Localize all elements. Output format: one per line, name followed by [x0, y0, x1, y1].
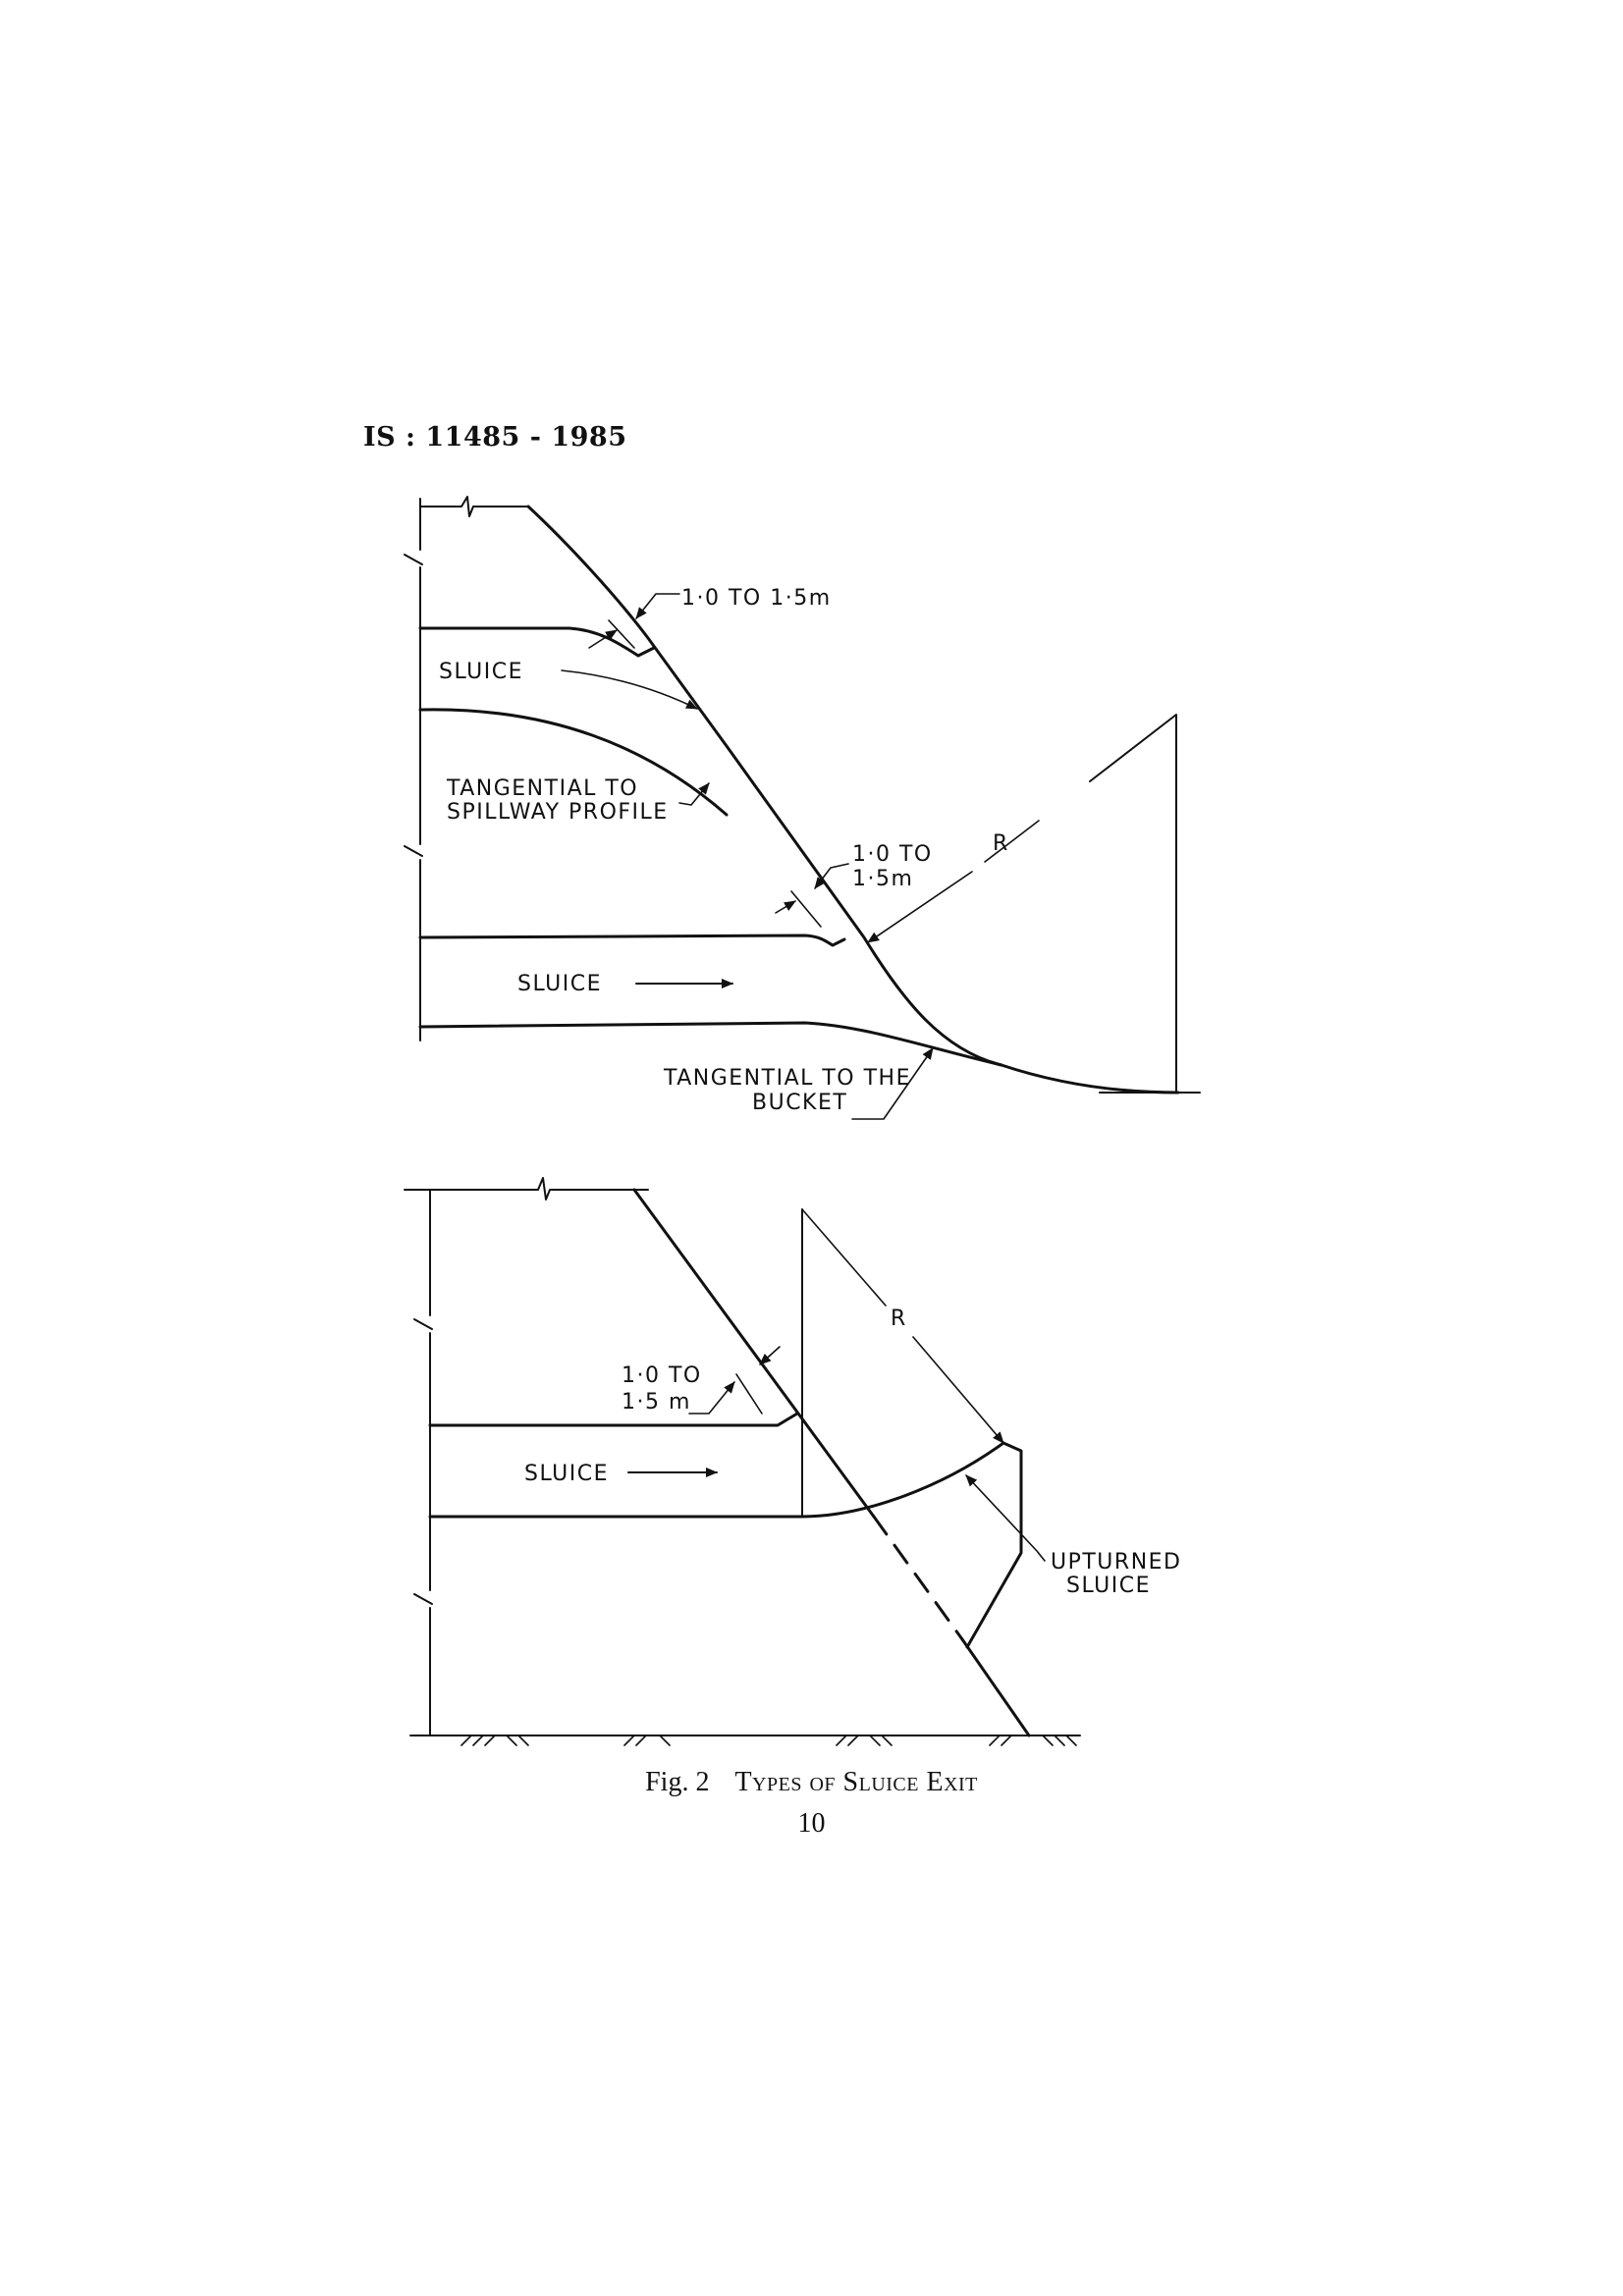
bottom-radius-line-a — [802, 1209, 886, 1306]
bottom-radius-line-b — [913, 1337, 1003, 1443]
upper-dim-leader — [636, 594, 679, 618]
bottom-sluice-bottom — [430, 1443, 1003, 1517]
mid-dim-tick — [791, 891, 821, 927]
upturned-leader — [966, 1475, 1045, 1561]
top-crest-line — [420, 497, 528, 516]
mid-dim-label-2: 1·5m — [852, 867, 914, 891]
bottom-dim-tick — [736, 1374, 762, 1414]
upturned-label-2: SLUICE — [1066, 1574, 1151, 1598]
bottom-dim-label-2: 1·5 m — [622, 1390, 691, 1415]
figure-caption — [0, 1767, 1623, 1798]
dam-face-dashed — [874, 1517, 962, 1639]
bottom-radius-label: R — [891, 1307, 907, 1331]
top-radius-label: R — [993, 831, 1009, 856]
lower-sluice-top — [420, 935, 844, 945]
bottom-sluice-top — [430, 1414, 797, 1425]
bottom-diagram — [405, 1178, 1182, 1745]
upper-sluice-label: SLUICE — [439, 660, 523, 684]
bottom-dim-label-1: 1·0 TO — [622, 1363, 702, 1388]
bucket-tangent-label-1: TANGENTIAL TO THE — [664, 1066, 911, 1091]
spillway-tangent-leader — [679, 783, 709, 805]
bottom-left-boundary — [414, 1190, 432, 1735]
mid-dim-label-1: 1·0 TO — [852, 842, 933, 867]
dam-face-lower — [962, 1639, 1029, 1735]
page-number: 10 — [797, 1808, 826, 1839]
figure-number: Fig. 2 — [645, 1767, 710, 1797]
lower-sluice-bottom — [420, 1023, 1001, 1065]
upturned-label-1: UPTURNED — [1051, 1550, 1182, 1575]
figure-title: Types of Sluice Exit — [734, 1767, 978, 1797]
upturned-lip-outline — [967, 1443, 1021, 1647]
lower-sluice-label: SLUICE — [517, 972, 602, 996]
bucket-tangent-label-2: BUCKET — [752, 1091, 848, 1115]
dam-face-upper — [634, 1190, 874, 1517]
spillway-tangent-label-1: TANGENTIAL TO — [447, 776, 639, 801]
top-left-boundary — [405, 499, 422, 1041]
standard-number: IS : 11485 - 1985 — [363, 422, 627, 453]
bucket-lip — [1090, 715, 1176, 1091]
bottom-sluice-label: SLUICE — [524, 1462, 609, 1486]
top-dim-label: 1·0 TO 1·5m — [681, 586, 832, 611]
top-diagram — [405, 497, 1200, 1119]
bottom-crest-line — [405, 1178, 648, 1200]
spillway-tangent-label-2: SPILLWAY PROFILE — [447, 800, 669, 825]
mid-dim-arrow — [776, 901, 795, 913]
bottom-dim-arrow — [760, 1347, 780, 1364]
ground-hatching — [461, 1735, 1076, 1745]
